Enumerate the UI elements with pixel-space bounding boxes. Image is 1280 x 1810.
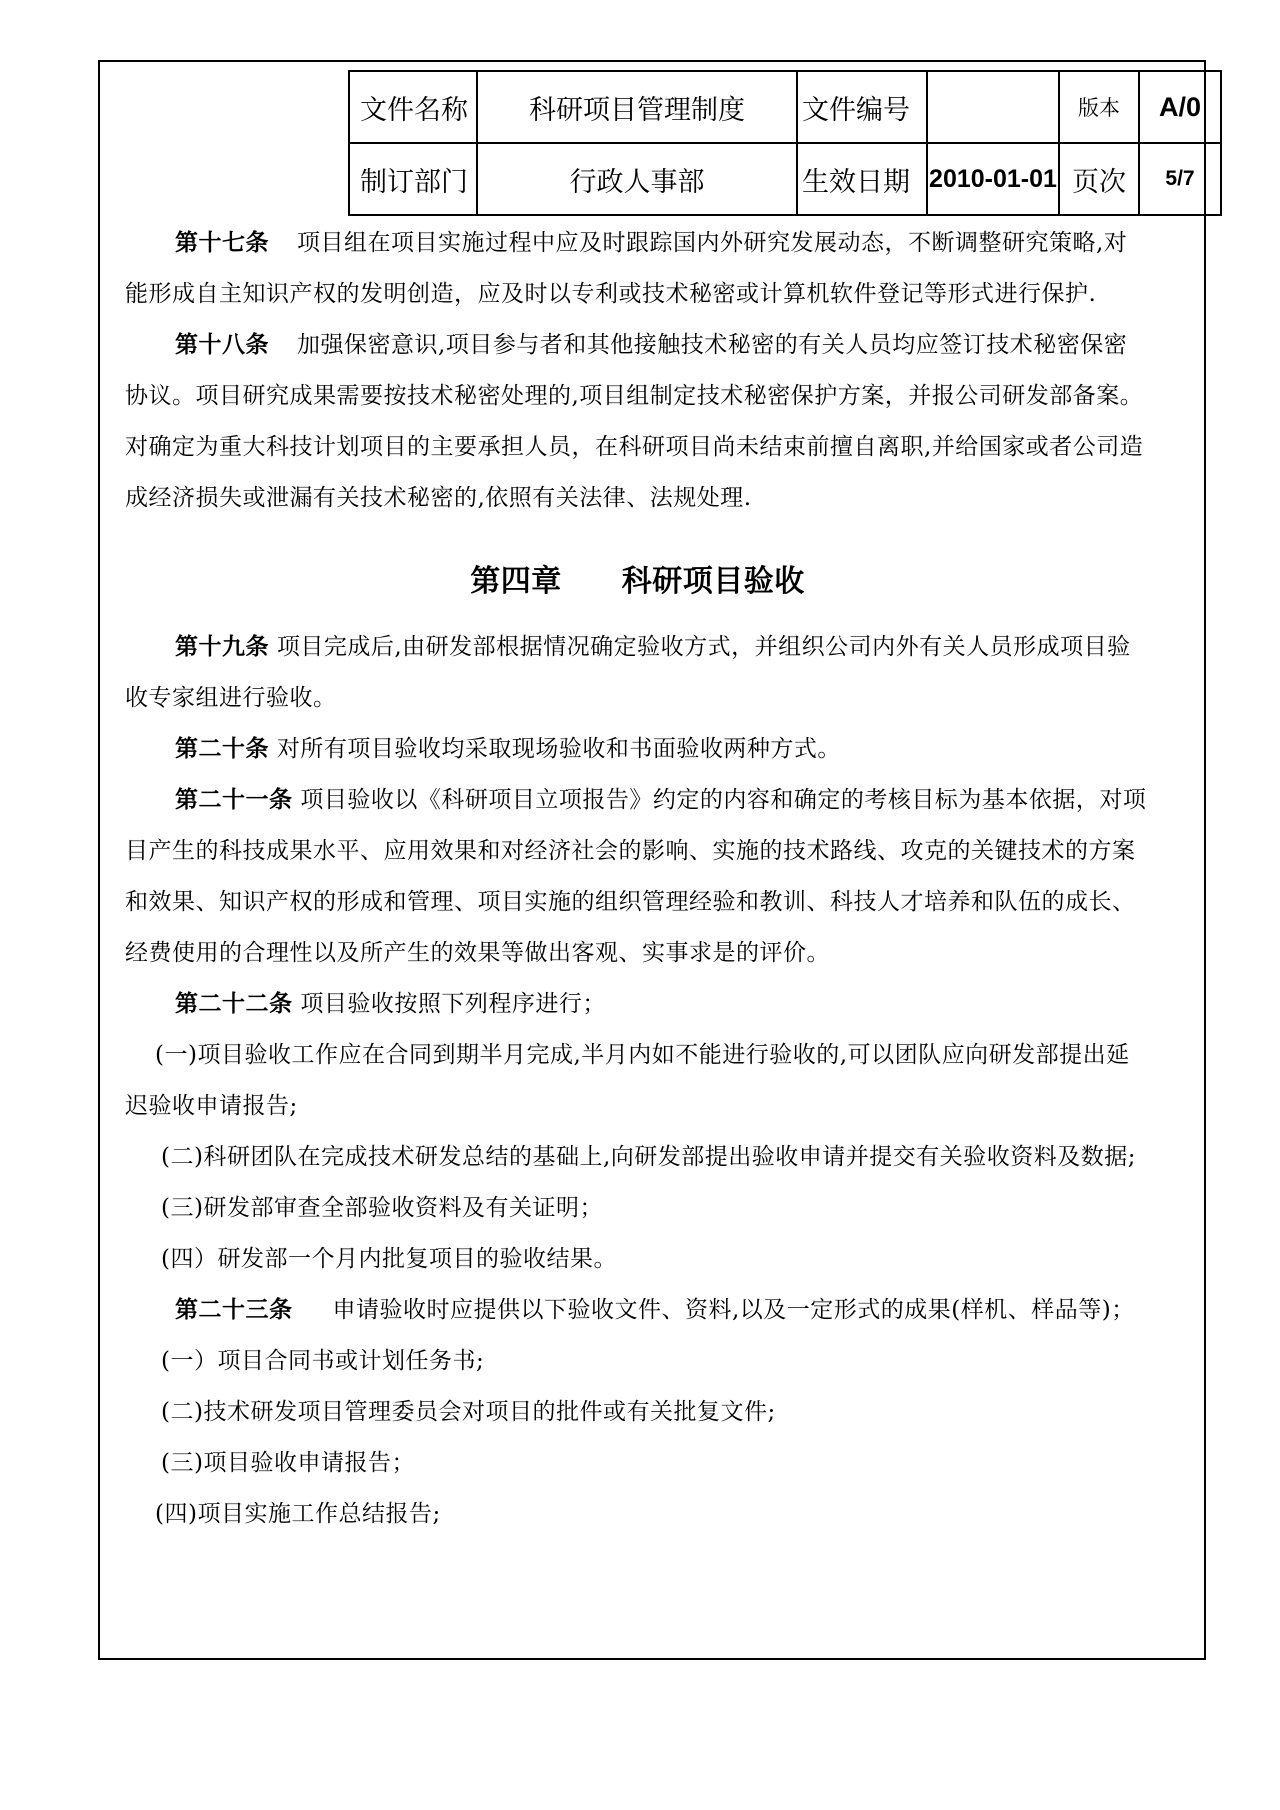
dept-label: 制订部门 <box>349 143 477 215</box>
article-20-text: 对所有项目验收均采取现场验收和书面验收两种方式。 <box>276 736 841 762</box>
article-23-item-3: (三)项目验收申请报告； <box>161 1450 415 1476</box>
article-21 <box>125 775 1150 979</box>
article-20 <box>125 724 1150 775</box>
article-23-item-4: (四)项目实施工作总结报告; <box>155 1501 441 1527</box>
chapter-number: 第四章 <box>470 564 562 599</box>
header-row-1 <box>349 71 1221 143</box>
article-23-title: 第二十三条 <box>175 1297 293 1323</box>
article-23-text: 申请验收时应提供以下验收文件、资料,以及一定形式的成果(样机、样品等)； <box>332 1297 1135 1323</box>
article-17-title: 第十七条 <box>175 230 269 256</box>
article-22-item-4: (四）研发部一个月内批复项目的验收结果。 <box>161 1246 617 1272</box>
article-18 <box>125 320 1150 524</box>
chapter-title: 科研项目验收 <box>621 564 805 599</box>
article-21-text: 项目验收以《科研项目立项报告》约定的内容和确定的考核目标为基本依据，对项目产生的科技成果水平、应用效果和对经济社会的影响、实施的技术路线、攻克的关键技术的方案和效果、知识产权的形成和管理、项目实施的组织管理经验和教训、科技人才培养和队伍的成长、经费使用的合理性以及所产生的效果等做出客观、实事求是的评价。 <box>125 787 1147 966</box>
article-23-item-1: (一）项目合同书或计划任务书; <box>161 1348 485 1374</box>
article-19 <box>125 622 1150 724</box>
article-18-title: 第十八条 <box>175 332 269 358</box>
article-19-text: 项目完成后,由研发部根据情况确定验收方式，并组织公司内外有关人员形成项目验收专家组进行验收。 <box>125 634 1131 711</box>
file-name-value: 科研项目管理制度 <box>477 71 797 143</box>
effective-date-label: 生效日期 <box>797 143 927 215</box>
article-20-title: 第二十条 <box>175 736 269 762</box>
page-value: 5/7 <box>1139 143 1221 215</box>
article-18-text: 加强保密意识,项目参与者和其他接触技术秘密的有关人员均应签订技术秘密保密协议。项目研究成果需要按技术秘密处理的,项目组制定技术秘密保护方案，并报公司研发部备案。对确定为重大科技计划项目的主要承担人员，在科研项目尚未结束前擅自离职,并给国家或者公司造成经济损失或泄漏有关技术秘密的,依照有关法律、法规处理. <box>125 332 1144 511</box>
effective-date-value: 2010-01-01 <box>927 143 1059 215</box>
dept-value: 行政人事部 <box>477 143 797 215</box>
file-number-label: 文件编号 <box>797 71 927 143</box>
version-value: A/0 <box>1139 71 1221 143</box>
article-22-item-3: (三)研发部审查全部验收资料及有关证明； <box>161 1195 603 1221</box>
article-22-text: 项目验收按照下列程序进行； <box>300 991 606 1017</box>
article-17 <box>125 218 1150 320</box>
article-22-item-1: (一)项目验收工作应在合同到期半月完成,半月内如不能进行验收的,可以团队应向研发部提出延迟验收申请报告; <box>125 1042 1130 1119</box>
chapter-heading <box>125 554 1150 610</box>
document-body <box>125 218 1150 1540</box>
article-19-title: 第十九条 <box>175 634 269 660</box>
article-22-item-2: (二)科研团队在完成技术研发总结的基础上,向研发部提出验收申请并提交有关验收资料及数据; <box>161 1144 1137 1170</box>
article-23 <box>125 1285 1150 1336</box>
article-22 <box>125 979 1150 1030</box>
page-label: 页次 <box>1059 143 1139 215</box>
article-23-item-2: (二)技术研发项目管理委员会对项目的批件或有关批复文件; <box>161 1399 776 1425</box>
article-22-title: 第二十二条 <box>175 991 293 1017</box>
file-name-label: 文件名称 <box>349 71 477 143</box>
article-21-title: 第二十一条 <box>175 787 293 813</box>
article-17-text: 项目组在项目实施过程中应及时跟踪国内外研究发展动态，不断调整研究策略,对能形成自主知识产权的发明创造，应及时以专利或技术秘密或计算机软件登记等形式进行保护. <box>125 230 1128 307</box>
document-header-table <box>348 70 1222 216</box>
file-number-value <box>927 71 1059 143</box>
version-label: 版本 <box>1059 71 1139 143</box>
header-row-2 <box>349 143 1221 215</box>
